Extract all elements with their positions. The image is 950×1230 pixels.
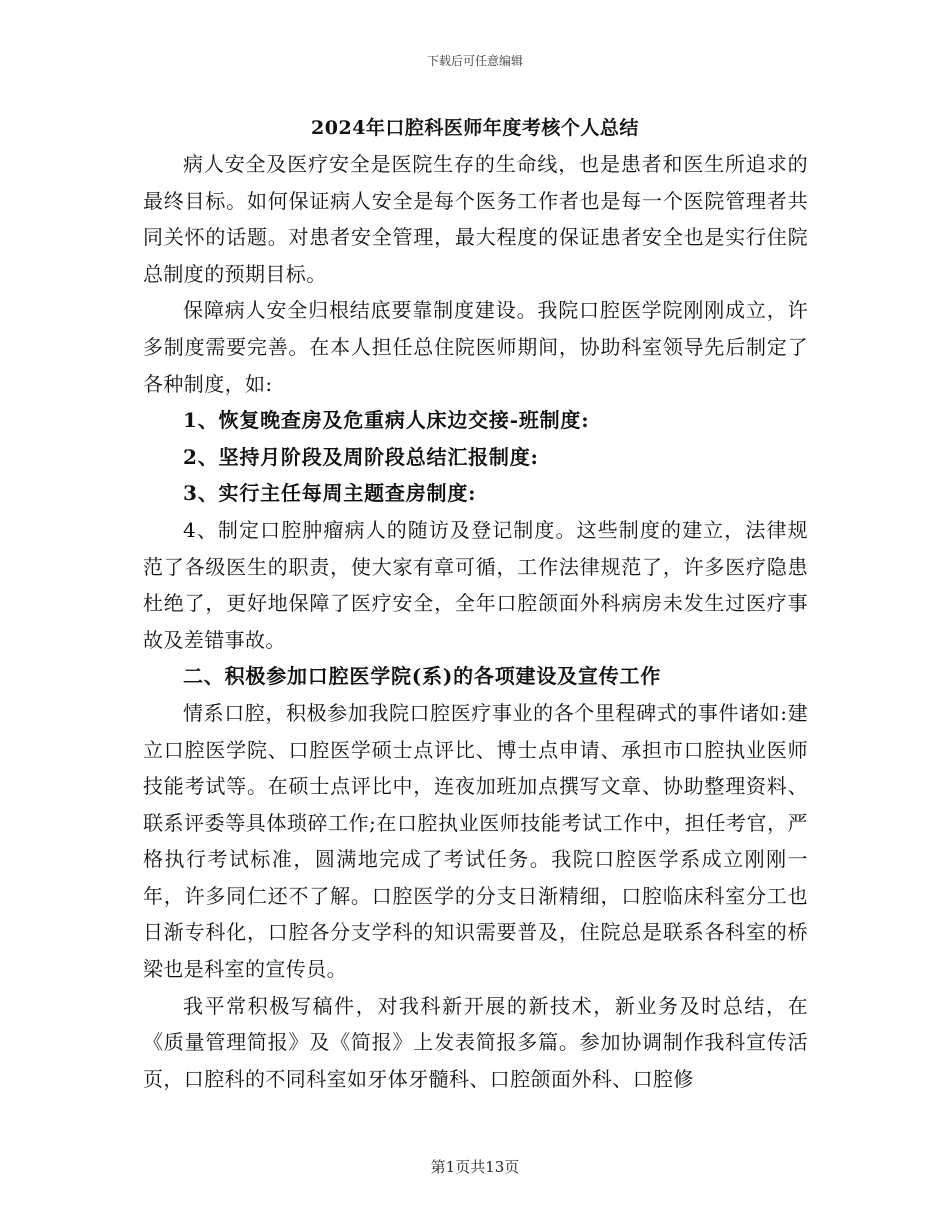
- document-body: [143, 146, 808, 1097]
- list-item-rule-2: 2、坚持月阶段及周阶段总结汇报制度:: [183, 444, 539, 469]
- paragraph-milestones: 情系口腔，积极参加我院口腔医疗事业的各个里程碑式的事件诸如:建立口腔医学院、口腔医学硕士点评比、博士点申请、承担市口腔执业医师技能考试等。在硕士点评比中，连夜加班加点撰写文章、协助整理资料、联系评委等具体琐碎工作;在口腔执业医师技能考试工作中，担任考官，严格执行考试标准，圆满地完成了考试任务。我院口腔医学系成立刚刚一年，许多同仁还不了解。口腔医学的分支日渐精细，口腔临床科室分工也日渐专科化，口腔各分支学科的知识需要普及，住院总是联系各科室的桥梁也是科室的宣传员。: [143, 700, 808, 982]
- document-title: 2024年口腔科医师年度考核个人总结: [311, 117, 639, 139]
- list-item-rule-3: 3、实行主任每周主题查房制度:: [183, 481, 477, 506]
- section-heading-2: 二、积极参加口腔医学院(系)的各项建设及宣传工作: [183, 664, 662, 689]
- page-number: 第1页共13页: [430, 1158, 520, 1176]
- list-item-rule-4: 4、制定口腔肿瘤病人的随访及登记制度。这些制度的建立，法律规范了各级医生的职责，使大家有章可循，工作法律规范了，许多医疗隐患杜绝了，更好地保障了医疗安全，全年口腔颌面外科病房未发生过医疗事故及差错事故。: [143, 517, 808, 652]
- paragraph-publicity: 我平常积极写稿件，对我科新开展的新技术，新业务及时总结，在《质量管理简报》及《简报》上发表简报多篇。参加协调制作我科宣传活页，口腔科的不同科室如牙体牙髓科、口腔颌面外科、口腔修: [143, 993, 808, 1091]
- list-item-rule-1: 1、恢复晚查房及危重病人床边交接-班制度:: [183, 408, 590, 433]
- paragraph-system-building: 保障病人安全归根结底要靠制度建设。我院口腔医学院刚刚成立，许多制度需要完善。在本人担任总住院医师期间，协助科室领导先后制定了各种制度，如:: [143, 298, 808, 396]
- paragraph-patient-safety: 病人安全及医疗安全是医院生存的生命线，也是患者和医生所追求的最终目标。如何保证病人安全是每个医务工作者也是每一个医院管理者共同关怀的话题。对患者安全管理，最大程度的保证患者安全也是实行住院总制度的预期目标。: [143, 152, 808, 286]
- page-header-note: 下载后可任意编辑: [426, 54, 523, 68]
